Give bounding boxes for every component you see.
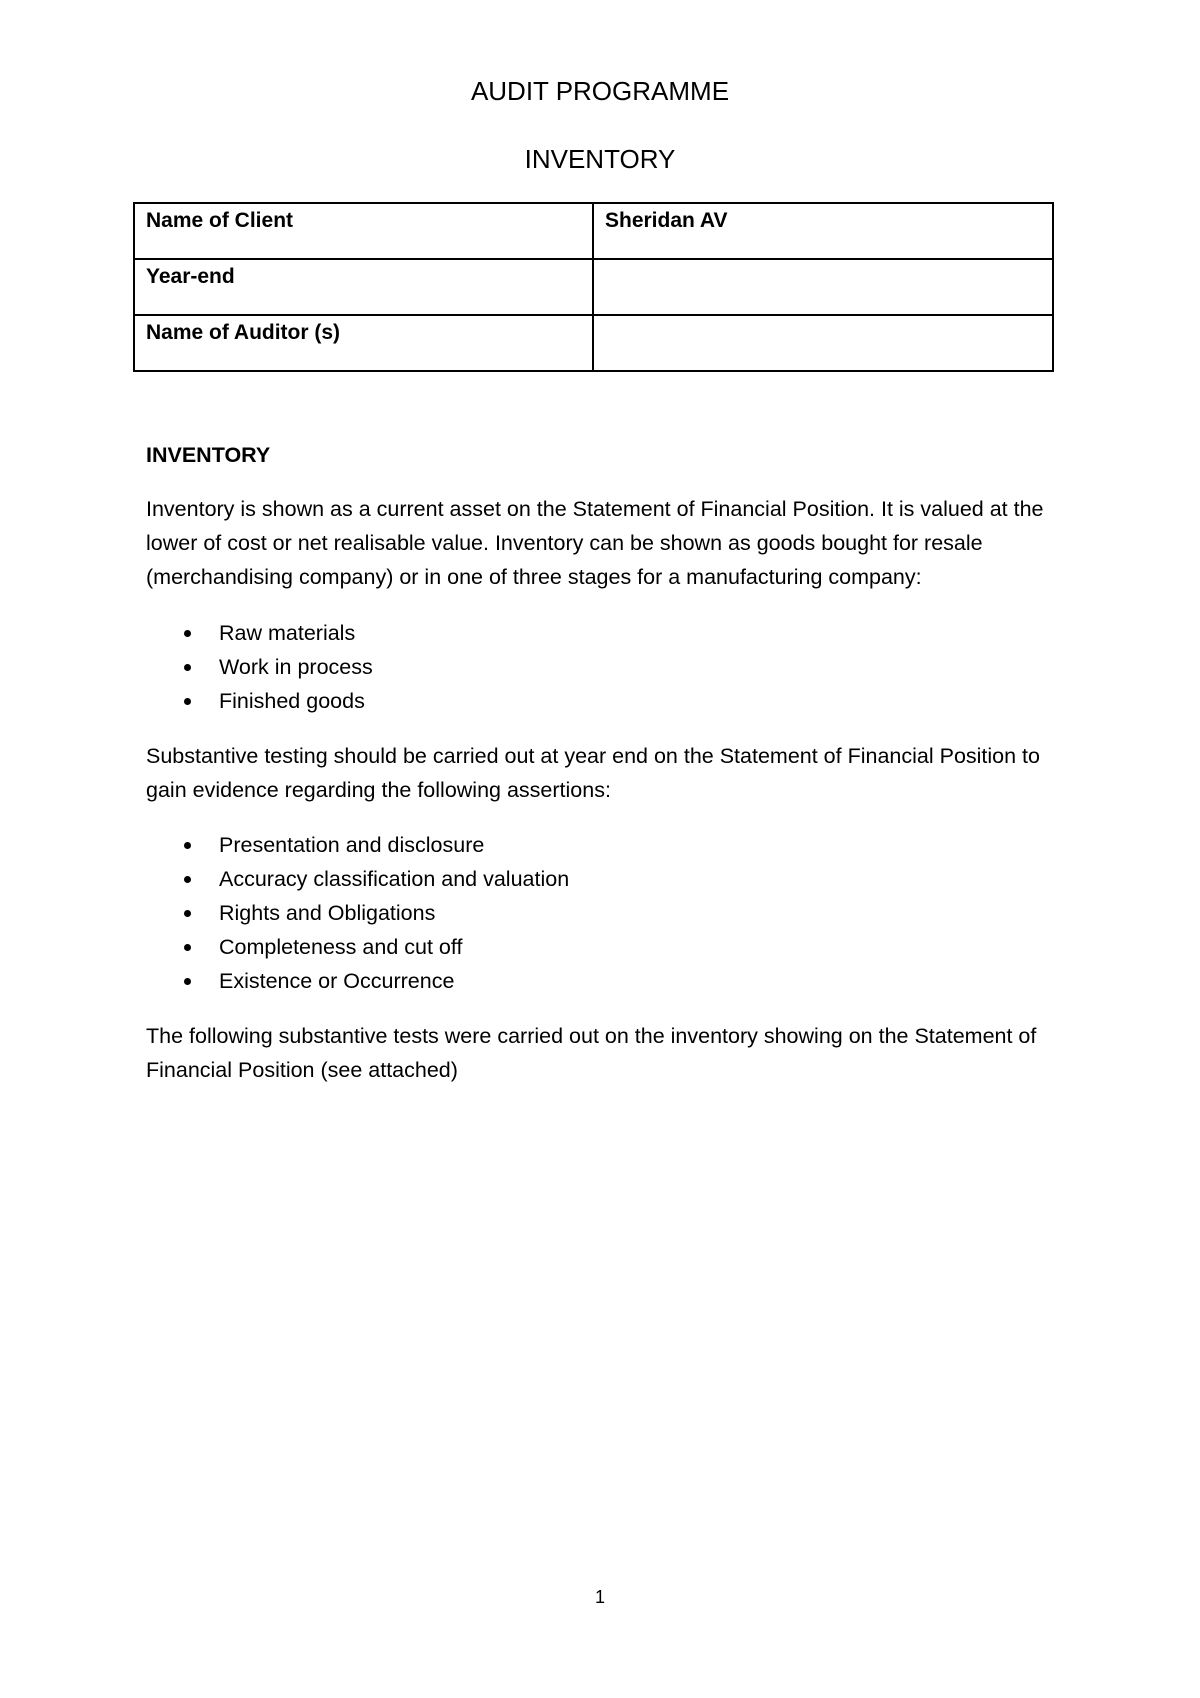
table-row (134, 315, 1053, 371)
bullet-icon (184, 944, 191, 951)
list-item-label: Existence or Occurrence (219, 969, 455, 993)
table-row (134, 259, 1053, 315)
year-end-label: Year-end (134, 259, 593, 315)
list-item (146, 964, 569, 998)
year-end-value (593, 259, 1053, 315)
list-item-label: Raw materials (219, 621, 356, 645)
page-number: 1 (594, 1587, 605, 1607)
client-info-table (133, 202, 1054, 372)
list-item-label: Finished goods (219, 689, 365, 713)
bullet-icon (184, 910, 191, 917)
client-name-value: Sheridan AV (593, 203, 1053, 259)
bullet-icon (184, 630, 191, 637)
list-item-label: Work in process (219, 655, 373, 679)
auditor-name-value (593, 315, 1053, 371)
bullet-icon (184, 978, 191, 985)
list-item-label: Presentation and disclosure (219, 833, 485, 857)
bullet-icon (184, 698, 191, 705)
list-item (146, 650, 373, 684)
list-item (146, 828, 569, 862)
assertions-list (146, 828, 569, 998)
list-item-label: Completeness and cut off (219, 935, 463, 959)
table-row (134, 203, 1053, 259)
list-item (146, 896, 569, 930)
assertions-paragraph: Substantive testing should be carried out at year end on the Statement of Financial Position to gain evidence regarding the following assertions: (146, 744, 1040, 802)
page-subtitle: INVENTORY (524, 144, 676, 174)
intro-paragraph: Inventory is shown as a current asset on the Statement of Financial Position. It is valued at the lower of cost or net realisable value. Inventory can be shown as goods bought for resale (merchandising company) or in one of three stages for a manufacturing company: (146, 497, 1044, 589)
list-item (146, 930, 569, 964)
list-item (146, 684, 373, 718)
list-item (146, 616, 373, 650)
list-item-label: Rights and Obligations (219, 901, 436, 925)
list-item (146, 862, 569, 896)
bullet-icon (184, 876, 191, 883)
bullet-icon (184, 842, 191, 849)
stages-list (146, 616, 373, 718)
list-item-label: Accuracy classification and valuation (219, 867, 570, 891)
section-heading: INVENTORY (146, 443, 271, 467)
bullet-icon (184, 664, 191, 671)
closing-paragraph: The following substantive tests were carried out on the inventory showing on the Statement of Financial Position (see attached) (146, 1024, 1037, 1082)
page-title: AUDIT PROGRAMME (470, 76, 730, 106)
auditor-name-label: Name of Auditor (s) (134, 315, 593, 371)
client-name-label: Name of Client (134, 203, 593, 259)
